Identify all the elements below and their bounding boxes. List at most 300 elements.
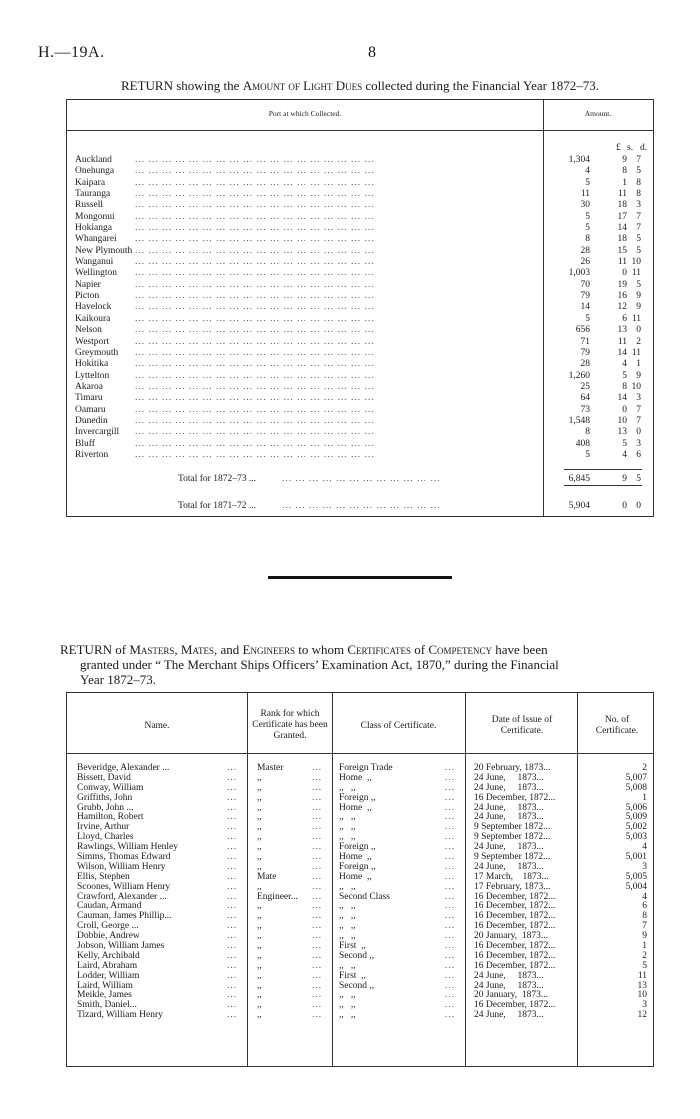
- pence-value: 11: [631, 268, 641, 279]
- leader-dots: ... ... ... ... ... ... ... ... ... ... ... ... ... ... ... ... ... ...: [135, 359, 375, 370]
- table-row: [67, 291, 653, 302]
- certificate-number: 5,005: [625, 871, 647, 882]
- holder-name: Tizard, William Henry: [77, 1010, 163, 1021]
- shillings-value: 18: [617, 234, 627, 245]
- table-row: [67, 931, 653, 941]
- total-shillings: 0: [622, 501, 627, 511]
- table-row: [67, 812, 653, 822]
- port-name: Whangarei: [75, 234, 117, 245]
- port-name: Wanganui: [75, 257, 114, 268]
- leader-dots: ...: [445, 802, 456, 813]
- port-column-header: Port at which Collected.: [268, 109, 342, 118]
- port-name: Westport: [75, 336, 110, 347]
- shillings-value: 8: [622, 166, 627, 177]
- certificate-number: 13: [637, 980, 647, 991]
- holder-name: Jobson, William James: [77, 941, 165, 952]
- holder-name: Croll, George ...: [77, 921, 139, 932]
- leader-dots: ... ... ... ... ... ... ... ... ... ... ... ... ... ... ... ... ... ...: [135, 325, 375, 336]
- table-row: [67, 763, 653, 773]
- date-value: 9 September 1872...: [474, 832, 551, 843]
- table-row: [67, 803, 653, 813]
- date-value: 24 June, 1873...: [474, 1010, 544, 1021]
- pounds-value: 5: [585, 449, 590, 460]
- pounds-value: 30: [580, 200, 590, 211]
- leader-dots: ...: [312, 812, 323, 823]
- table-row: [67, 189, 653, 200]
- class-value: ,, ,,: [339, 911, 356, 922]
- class-value: Second ,,: [339, 950, 375, 961]
- leader-dots: ...: [445, 812, 456, 823]
- leader-dots: ... ... ... ... ... ... ... ... ... ... ... ... ... ... ... ... ... ...: [135, 302, 375, 313]
- shillings-value: 14: [617, 393, 627, 404]
- pounds-value: 5: [585, 211, 590, 222]
- holder-name: Meikle, James: [77, 990, 132, 1001]
- pence-value: 0: [636, 325, 641, 336]
- leader-dots: ...: [445, 861, 456, 872]
- leader-dots: ...: [445, 842, 456, 853]
- leader-dots: ...: [227, 822, 238, 833]
- leader-dots: ...: [227, 881, 238, 892]
- shillings-value: 5: [622, 370, 627, 381]
- leader-dots: ...: [445, 1010, 456, 1021]
- port-name: Tauranga: [75, 189, 111, 200]
- class-value: ,, ,,: [339, 812, 356, 823]
- pounds-value: 4: [585, 166, 590, 177]
- table-row: [67, 450, 653, 461]
- light-dues-title: [60, 78, 660, 94]
- holder-name: Cauman, James Phillip...: [77, 911, 172, 922]
- title-text: have been: [492, 642, 548, 657]
- table-row: [67, 393, 653, 404]
- shillings-unit: s.: [627, 143, 634, 153]
- table-row: [67, 981, 653, 991]
- holder-name: Smith, Daniel...: [77, 1000, 137, 1011]
- certificate-number: 5,001: [625, 852, 647, 863]
- class-value: ,, ,,: [339, 1000, 356, 1011]
- table-row: [67, 892, 653, 902]
- total-label: Total for 1871–72 ...: [178, 501, 256, 511]
- shillings-value: 0: [622, 404, 627, 415]
- certificate-number: 2: [642, 763, 647, 773]
- pounds-value: 8: [585, 427, 590, 438]
- leader-dots: ... ... ... ... ... ... ... ... ... ... ... ... ... ... ... ... ... ...: [135, 449, 375, 460]
- title-text: of: [112, 642, 130, 657]
- table-row: [67, 246, 653, 257]
- date-value: 9 September 1872...: [474, 852, 551, 863]
- holder-name: Crawford, Alexander ...: [77, 891, 167, 902]
- rank-value: Master: [257, 763, 284, 773]
- rank-value: ,,: [257, 911, 262, 922]
- table-row: [67, 901, 653, 911]
- title-smallcaps: Certificates: [347, 642, 411, 657]
- pence-value: 9: [636, 370, 641, 381]
- leader-dots: ...: [445, 911, 456, 922]
- table-row: [67, 200, 653, 211]
- leader-dots: ...: [227, 861, 238, 872]
- rank-value: ,,: [257, 1000, 262, 1011]
- holder-name: Scoones, William Henry: [77, 881, 171, 892]
- rank-value: ,,: [257, 921, 262, 932]
- date-value: 17 February, 1873...: [474, 881, 551, 892]
- leader-dots: ...: [312, 941, 323, 952]
- table-row: [67, 325, 653, 336]
- holder-name: Laird, Abraham: [77, 960, 138, 971]
- holder-name: Beveridge, Alexander ...: [77, 763, 170, 773]
- certificate-number: 5,004: [625, 881, 647, 892]
- certificate-number: 3: [642, 861, 647, 872]
- date-value: 20 February, 1873...: [474, 763, 551, 773]
- leader-dots: ...: [445, 941, 456, 952]
- leader-dots: ...: [312, 763, 323, 773]
- title-line: Year 1872–73.: [80, 672, 156, 687]
- total-shillings: 9: [622, 474, 627, 484]
- port-name: Oamaru: [75, 404, 106, 415]
- table-row: [67, 155, 653, 166]
- holder-name: Kelly, Archibald: [77, 950, 140, 961]
- leader-dots: ... ... ... ... ... ... ... ... ... ... ... ... ... ... ... ... ... ...: [135, 393, 375, 404]
- pounds-value: 408: [575, 438, 590, 449]
- pounds-value: 1,548: [568, 415, 590, 426]
- class-value: Home ,,: [339, 772, 372, 783]
- pounds-value: 25: [580, 381, 590, 392]
- pounds-value: 5: [585, 223, 590, 234]
- pence-value: 7: [636, 404, 641, 415]
- shillings-value: 11: [617, 257, 627, 268]
- shillings-value: 18: [617, 200, 627, 211]
- leader-dots: ... ... ... ... ... ... ... ... ... ... ... ... ... ... ... ... ... ...: [135, 404, 375, 415]
- table-row: [67, 882, 653, 892]
- table-row: [67, 348, 653, 359]
- leader-dots: ...: [312, 901, 323, 912]
- certificate-number: 3: [642, 1000, 647, 1011]
- leader-dots: ... ... ... ... ... ... ... ... ... ... ... ... ... ... ... ... ... ...: [135, 336, 375, 347]
- rank-value: Engineer...: [257, 891, 298, 902]
- leader-dots: ...: [445, 980, 456, 991]
- pence-value: 2: [636, 336, 641, 347]
- table-row: [67, 961, 653, 971]
- leader-dots: ...: [312, 980, 323, 991]
- leader-dots: ...: [227, 970, 238, 981]
- port-name: Akaroa: [75, 381, 103, 392]
- leader-dots: ...: [312, 772, 323, 783]
- table-row: [67, 842, 653, 852]
- shillings-value: 8: [622, 381, 627, 392]
- certificate-number: 6: [642, 901, 647, 912]
- date-value: 20 January, 1873...: [474, 931, 549, 942]
- port-name: Nelson: [75, 325, 102, 336]
- leader-dots: ...: [227, 1000, 238, 1011]
- pence-value: 7: [636, 155, 641, 165]
- total-rule: [564, 469, 642, 470]
- table-row: [67, 921, 653, 931]
- shillings-value: 15: [617, 245, 627, 256]
- shillings-value: 13: [617, 325, 627, 336]
- certificate-number: 7: [642, 921, 647, 932]
- shillings-value: 19: [617, 279, 627, 290]
- leader-dots: ... ... ... ... ... ... ... ... ... ... ... ... ... ... ... ... ... ...: [135, 415, 375, 426]
- table-row: [67, 302, 653, 313]
- number-column-header: No. of Certificate.: [595, 715, 639, 736]
- date-value: 16 December, 1872...: [474, 911, 556, 922]
- certificate-number: 4: [642, 842, 647, 853]
- leader-dots: ...: [312, 990, 323, 1001]
- class-value: ,, ,,: [339, 921, 356, 932]
- holder-name: Lodder, William: [77, 970, 140, 981]
- leader-dots: ...: [312, 950, 323, 961]
- title-text: of: [410, 642, 429, 657]
- leader-dots: ...: [312, 891, 323, 902]
- date-value: 24 June, 1873...: [474, 802, 544, 813]
- header-divider: [67, 130, 653, 131]
- pence-value: 11: [631, 313, 641, 324]
- rank-value: ,,: [257, 1010, 262, 1021]
- certificates-rows: [67, 763, 653, 1020]
- pence-value: 11: [631, 347, 641, 358]
- pence-value: 5: [636, 245, 641, 256]
- leader-dots: ...: [227, 852, 238, 863]
- port-name: Wellington: [75, 268, 117, 279]
- pounds-value: 1,003: [568, 268, 590, 279]
- leader-dots: ... ... ... ... ... ... ... ... ... ... ... ... ... ... ... ... ... ...: [135, 268, 375, 279]
- leader-dots: ...: [445, 931, 456, 942]
- table-row: [67, 941, 653, 951]
- shillings-value: 0: [622, 268, 627, 279]
- rank-value: ,,: [257, 901, 262, 912]
- class-value: ,, ,,: [339, 881, 356, 892]
- header-divider: [67, 753, 653, 754]
- leader-dots: ...: [312, 832, 323, 843]
- date-value: 16 December, 1872...: [474, 960, 556, 971]
- certificate-number: 9: [642, 931, 647, 942]
- leader-dots: ... ... ... ... ... ... ... ... ... ... ... ... ... ... ... ... ... ...: [135, 427, 375, 438]
- holder-name: Laird, William: [77, 980, 133, 991]
- table-row: [67, 439, 653, 450]
- pounds-value: 28: [580, 359, 590, 370]
- leader-dots: ...: [227, 980, 238, 991]
- leader-dots: ...: [445, 822, 456, 833]
- class-value: ,, ,,: [339, 931, 356, 942]
- table-row: [67, 416, 653, 427]
- pounds-value: 14: [580, 302, 590, 313]
- shillings-value: 17: [617, 211, 627, 222]
- pence-value: 5: [636, 234, 641, 245]
- leader-dots: ... ... ... ... ... ... ... ... ... ... ... ... ... ... ... ... ... ...: [135, 223, 375, 234]
- date-value: 16 December, 1872...: [474, 792, 556, 803]
- certificate-number: 5,008: [625, 782, 647, 793]
- class-value: ,, ,,: [339, 822, 356, 833]
- leader-dots: ... ... ... ... ... ... ... ... ... ... ... ... ... ... ... ... ... ...: [135, 245, 375, 256]
- date-value: 24 June, 1873...: [474, 772, 544, 783]
- shillings-value: 1: [622, 177, 627, 188]
- leader-dots: ...: [312, 842, 323, 853]
- table-row: [67, 337, 653, 348]
- port-name: Havelock: [75, 302, 112, 313]
- date-value: 16 December, 1872...: [474, 891, 556, 902]
- date-value: 16 December, 1872...: [474, 1000, 556, 1011]
- leader-dots: ...: [312, 861, 323, 872]
- date-value: 24 June, 1873...: [474, 812, 544, 823]
- table-row: [67, 223, 653, 234]
- rank-value: ,,: [257, 950, 262, 961]
- title-line: [60, 642, 652, 657]
- leader-dots: ... ... ... ... ... ... ... ... ... ... ... ...: [282, 474, 441, 484]
- holder-name: Griffiths, John: [77, 792, 133, 803]
- pence-value: 8: [636, 177, 641, 188]
- leader-dots: ...: [312, 782, 323, 793]
- leader-dots: ...: [445, 792, 456, 803]
- table-row: [67, 166, 653, 177]
- date-value: 17 March, 1873...: [474, 871, 549, 882]
- rank-column-header: Rank for which Certificate has been Granted.: [252, 709, 328, 741]
- table-row: [67, 382, 653, 393]
- table-row: [67, 822, 653, 832]
- section-divider: [268, 576, 452, 579]
- leader-dots: ... ... ... ... ... ... ... ... ... ... ... ... ... ... ... ... ... ...: [135, 189, 375, 200]
- leader-dots: ... ... ... ... ... ... ... ... ... ... ... ... ... ... ... ... ... ...: [135, 234, 375, 245]
- rank-value: ,,: [257, 970, 262, 981]
- rank-value: ,,: [257, 852, 262, 863]
- leader-dots: ... ... ... ... ... ... ... ... ... ... ... ... ... ... ... ... ... ...: [135, 381, 375, 392]
- shillings-value: 16: [617, 291, 627, 302]
- total-label: Total for 1872–73 ...: [178, 474, 256, 484]
- leader-dots: ... ... ... ... ... ... ... ... ... ... ... ... ... ... ... ... ... ...: [135, 313, 375, 324]
- certificates-title: [60, 642, 652, 687]
- pence-value: 5: [636, 166, 641, 177]
- leader-dots: ...: [227, 1010, 238, 1021]
- table-row: [67, 359, 653, 370]
- leader-dots: ...: [312, 911, 323, 922]
- rank-value: ,,: [257, 960, 262, 971]
- page-number: 8: [368, 44, 376, 61]
- pounds-value: 79: [580, 347, 590, 358]
- pounds-value: 71: [580, 336, 590, 347]
- leader-dots: ...: [312, 1000, 323, 1011]
- pounds-value: 11: [580, 189, 590, 200]
- date-value: 24 June, 1873...: [474, 782, 544, 793]
- pounds-value: 1,260: [568, 370, 590, 381]
- certificate-number: 5,003: [625, 832, 647, 843]
- date-value: 24 June, 1873...: [474, 980, 544, 991]
- leader-dots: ...: [227, 941, 238, 952]
- leader-dots: ...: [227, 772, 238, 783]
- class-value: Home ,,: [339, 852, 372, 863]
- class-value: ,, ,,: [339, 782, 356, 793]
- table-row: [67, 427, 653, 438]
- title-word: RETURN: [60, 642, 112, 657]
- leader-dots: ...: [445, 921, 456, 932]
- leader-dots: ...: [445, 871, 456, 882]
- total-pounds: 5,904: [568, 501, 590, 511]
- leader-dots: ... ... ... ... ... ... ... ... ... ... ... ... ... ... ... ... ... ...: [135, 155, 375, 165]
- shillings-value: 5: [622, 438, 627, 449]
- shillings-value: 12: [617, 302, 627, 313]
- date-value: 16 December, 1872...: [474, 921, 556, 932]
- table-row: [67, 783, 653, 793]
- shillings-value: 11: [617, 336, 627, 347]
- rank-value: ,,: [257, 772, 262, 783]
- title-smallcaps: Competency: [428, 642, 493, 657]
- pounds-value: 28: [580, 245, 590, 256]
- leader-dots: ...: [445, 950, 456, 961]
- rank-value: ,,: [257, 792, 262, 803]
- certificate-number: 5,002: [625, 822, 647, 833]
- leader-dots: ...: [227, 891, 238, 902]
- port-name: Picton: [75, 291, 100, 302]
- leader-dots: ...: [227, 871, 238, 882]
- port-name: Greymouth: [75, 347, 119, 358]
- table-row: [67, 405, 653, 416]
- leader-dots: ...: [312, 921, 323, 932]
- table-row: [67, 852, 653, 862]
- leader-dots: ... ... ... ... ... ... ... ... ... ... ... ... ... ... ... ... ... ...: [135, 166, 375, 177]
- leader-dots: ...: [445, 1000, 456, 1011]
- table-row: [67, 371, 653, 382]
- table-row: [67, 268, 653, 279]
- leader-dots: ...: [445, 763, 456, 773]
- leader-dots: ...: [312, 881, 323, 892]
- certificate-number: 5,009: [625, 812, 647, 823]
- leader-dots: ... ... ... ... ... ... ... ... ... ... ... ... ... ... ... ... ... ...: [135, 177, 375, 188]
- pence-value: 10: [631, 381, 641, 392]
- leader-dots: ... ... ... ... ... ... ... ... ... ... ... ... ... ... ... ... ... ...: [135, 257, 375, 268]
- pence-value: 10: [631, 257, 641, 268]
- certificate-number: 5: [642, 960, 647, 971]
- certificates-table: [66, 692, 654, 1067]
- leader-dots: ...: [227, 901, 238, 912]
- pence-value: 3: [636, 200, 641, 211]
- port-name: Bluff: [75, 438, 95, 449]
- shillings-value: 14: [617, 347, 627, 358]
- pounds-value: 1,304: [568, 155, 590, 165]
- title-text: collected during the Financial Year 1872–73.: [362, 78, 599, 93]
- class-value: Second ,,: [339, 980, 375, 991]
- table-row: [67, 951, 653, 961]
- rank-value: ,,: [257, 881, 262, 892]
- leader-dots: ...: [227, 792, 238, 803]
- pounds-value: 656: [575, 325, 590, 336]
- shillings-value: 4: [622, 359, 627, 370]
- leader-dots: ...: [227, 950, 238, 961]
- port-name: Hokitika: [75, 359, 109, 370]
- leader-dots: ...: [312, 792, 323, 803]
- pounds-value: 79: [580, 291, 590, 302]
- holder-name: Bissett, David: [77, 772, 131, 783]
- shillings-value: 6: [622, 313, 627, 324]
- shillings-value: 11: [617, 189, 627, 200]
- title-smallcaps: Engineers: [242, 642, 295, 657]
- pounds-value: 70: [580, 279, 590, 290]
- pence-value: 0: [636, 427, 641, 438]
- port-name: Kaikoura: [75, 313, 111, 324]
- holder-name: Irvine, Arthur: [77, 822, 130, 833]
- leader-dots: ... ... ... ... ... ... ... ... ... ... ... ... ... ... ... ... ... ...: [135, 200, 375, 211]
- port-name: Invercargill: [75, 427, 120, 438]
- holder-name: Rawlings, William Henley: [77, 842, 179, 853]
- holder-name: Wilson, William Henry: [77, 861, 166, 872]
- class-value: ,, ,,: [339, 960, 356, 971]
- certificate-number: 1: [642, 941, 647, 952]
- pence-value: 5: [636, 279, 641, 290]
- pounds-value: 64: [580, 393, 590, 404]
- class-value: First ,,: [339, 941, 366, 952]
- pounds-unit: £: [616, 143, 621, 153]
- rank-value: Mate: [257, 871, 277, 882]
- holder-name: Conway, William: [77, 782, 144, 793]
- port-name: Napier: [75, 279, 101, 290]
- leader-dots: ...: [445, 990, 456, 1001]
- table-row: [67, 314, 653, 325]
- table-row: [67, 234, 653, 245]
